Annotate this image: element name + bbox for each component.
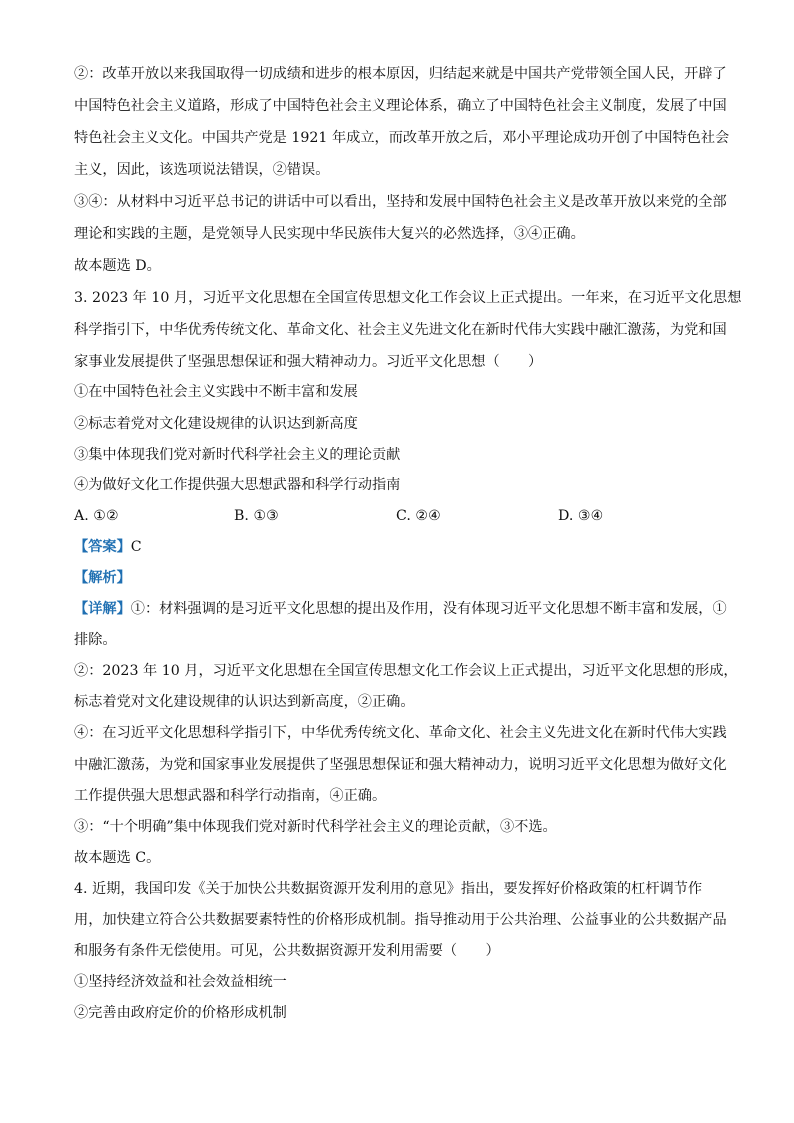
question-4-stem: 和服务有条件无偿使用。可见，公共数据资源开发利用需要（ ） bbox=[74, 943, 500, 959]
text-line: 工作提供强大思想武器和科学行动指南，④正确。 bbox=[74, 788, 387, 804]
text-line: ③：“十个明确”集中体现我们党对新时代科学社会主义的理论贡献，③不选。 bbox=[74, 819, 557, 835]
text-line: ②：2023 年 10 月，习近平文化思想在全国宣传思想文化工作会议上正式提出，习近平文化思想的形成， bbox=[74, 663, 738, 679]
question-3-choices bbox=[74, 506, 726, 526]
text-line: 主义，因此，该选项说法错误，②错误。 bbox=[74, 162, 330, 178]
detail-text: ①：材料强调的是习近平文化思想的提出及作用，没有体现习近平文化思想不断丰富和发展，① bbox=[130, 601, 727, 617]
detail-line bbox=[74, 599, 727, 619]
text-line: 中国特色社会主义道路，形成了中国特色社会主义理论体系，确立了中国特色社会主义制度，发展了中国 bbox=[74, 98, 727, 114]
conclusion-line: 故本题选 C。 bbox=[74, 850, 161, 866]
question-4-stem: 用，加快建立符合公共数据要素特性的价格形成机制。指导推动用于公共治理、公益事业的公共数据产品 bbox=[74, 912, 727, 928]
text-line: 排除。 bbox=[74, 632, 117, 648]
text-line: 故本题选 D。 bbox=[74, 258, 161, 274]
question-3-stem: 家事业发展提供了坚强思想保证和强大精神动力。习近平文化思想（ ） bbox=[74, 354, 543, 370]
text-line: ②：改革开放以来我国取得一切成绩和进步的根本原因，归结起来就是中国共产党带领全国人民，开辟了 bbox=[74, 66, 727, 82]
analysis-line bbox=[74, 568, 131, 588]
question-4-option: ①坚持经济效益和社会效益相统一 bbox=[74, 974, 287, 990]
answer-label: 【答案】 bbox=[74, 539, 131, 555]
text-line: ④：在习近平文化思想科学指引下，中华优秀传统文化、革命文化、社会主义先进文化在新时代伟大实践 bbox=[74, 725, 727, 741]
text-line: 标志着党对文化建设规律的认识达到新高度，②正确。 bbox=[74, 694, 415, 710]
choice-c: C. ②④ bbox=[396, 508, 441, 524]
text-line: 理论和实践的主题，是党领导人民实现中华民族伟大复兴的必然选择，③④正确。 bbox=[74, 226, 585, 242]
question-4-stem: 4. 近期，我国印发《关于加快公共数据资源开发利用的意见》指出，要发挥好价格政策的杠杆调节作 bbox=[74, 881, 703, 897]
analysis-label: 【解析】 bbox=[74, 570, 131, 586]
text-line: 特色社会主义文化。中国共产党是 1921 年成立，而改革开放之后，邓小平理论成功开创了中国特色社会 bbox=[74, 130, 730, 146]
detail-label: 【详解】 bbox=[74, 601, 131, 617]
question-3-option: ④为做好文化工作提供强大思想武器和科学行动指南 bbox=[74, 477, 401, 493]
choice-b: B. ①③ bbox=[234, 508, 279, 524]
question-4-option: ②完善由政府定价的价格形成机制 bbox=[74, 1005, 287, 1021]
answer-line bbox=[74, 537, 142, 557]
question-3-option: ①在中国特色社会主义实践中不断丰富和发展 bbox=[74, 384, 358, 400]
question-3-option: ②标志着党对文化建设规律的认识达到新高度 bbox=[74, 416, 358, 432]
choice-a: A. ①② bbox=[74, 508, 119, 524]
answer-value: C bbox=[130, 539, 142, 555]
text-line: 中融汇激荡，为党和国家事业发展提供了坚强思想保证和强大精神动力，说明习近平文化思想为做好文化 bbox=[74, 757, 727, 773]
question-3-stem: 3. 2023 年 10 月，习近平文化思想在全国宣传思想文化工作会议上正式提出。一年来，在习近平文化思想 bbox=[74, 290, 742, 306]
text-line: ③④：从材料中习近平总书记的讲话中可以看出，坚持和发展中国特色社会主义是改革开放以来党的全部 bbox=[74, 194, 727, 210]
question-3-stem: 科学指引下，中华优秀传统文化、革命文化、社会主义先进文化在新时代伟大实践中融汇激荡，为党和国 bbox=[74, 322, 727, 338]
choice-d: D. ③④ bbox=[558, 508, 604, 524]
question-3-option: ③集中体现我们党对新时代科学社会主义的理论贡献 bbox=[74, 447, 401, 463]
